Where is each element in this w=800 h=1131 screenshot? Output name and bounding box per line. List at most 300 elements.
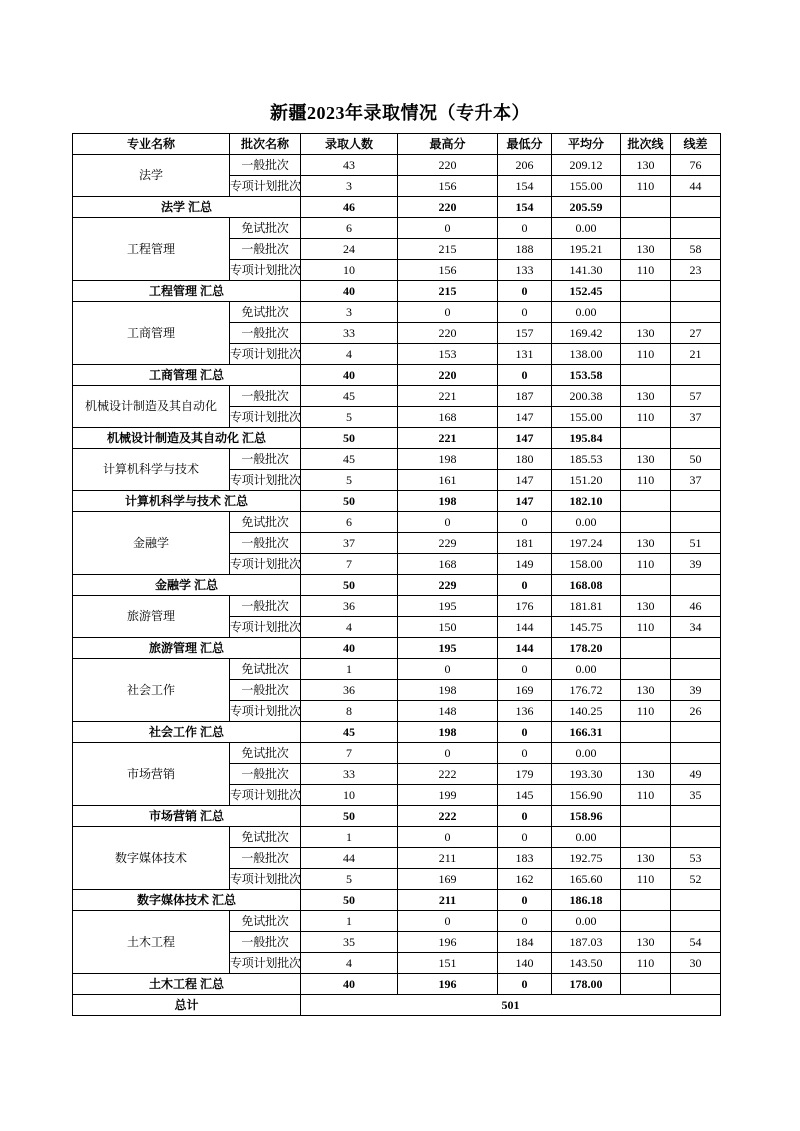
max-score-cell: 195 bbox=[398, 638, 498, 659]
avg-score-cell: 166.31 bbox=[552, 722, 621, 743]
batch-line-cell bbox=[621, 911, 671, 932]
count-cell: 37 bbox=[301, 533, 398, 554]
count-cell: 1 bbox=[301, 911, 398, 932]
min-score-cell: 0 bbox=[498, 659, 552, 680]
avg-score-cell: 182.10 bbox=[552, 491, 621, 512]
count-cell: 45 bbox=[301, 722, 398, 743]
batch-name-cell: 一般批次 bbox=[230, 764, 301, 785]
max-score-cell: 169 bbox=[398, 869, 498, 890]
count-cell: 1 bbox=[301, 827, 398, 848]
max-score-cell: 0 bbox=[398, 743, 498, 764]
count-cell: 45 bbox=[301, 386, 398, 407]
min-score-cell: 0 bbox=[498, 365, 552, 386]
line-diff-cell: 53 bbox=[671, 848, 721, 869]
count-cell: 35 bbox=[301, 932, 398, 953]
min-score-cell: 131 bbox=[498, 344, 552, 365]
line-diff-cell: 21 bbox=[671, 344, 721, 365]
max-score-cell: 151 bbox=[398, 953, 498, 974]
major-name-cell: 旅游管理 bbox=[73, 596, 230, 638]
table-row bbox=[73, 659, 721, 680]
line-diff-cell: 37 bbox=[671, 470, 721, 491]
table-row bbox=[73, 911, 721, 932]
batch-line-cell bbox=[621, 890, 671, 911]
summary-label-cell: 数字媒体技术 汇总 bbox=[73, 890, 301, 911]
avg-score-cell: 186.18 bbox=[552, 890, 621, 911]
avg-score-cell: 205.59 bbox=[552, 197, 621, 218]
batch-name-cell: 免试批次 bbox=[230, 218, 301, 239]
total-count-cell: 501 bbox=[301, 995, 721, 1016]
line-diff-cell bbox=[671, 638, 721, 659]
table-row bbox=[73, 155, 721, 176]
min-score-cell: 187 bbox=[498, 386, 552, 407]
batch-name-cell: 专项计划批次 bbox=[230, 953, 301, 974]
count-cell: 5 bbox=[301, 470, 398, 491]
major-name-cell: 数字媒体技术 bbox=[73, 827, 230, 890]
max-score-cell: 156 bbox=[398, 176, 498, 197]
batch-line-cell bbox=[621, 743, 671, 764]
max-score-cell: 0 bbox=[398, 218, 498, 239]
avg-score-cell: 141.30 bbox=[552, 260, 621, 281]
line-diff-cell bbox=[671, 218, 721, 239]
max-score-cell: 222 bbox=[398, 764, 498, 785]
max-score-cell: 198 bbox=[398, 449, 498, 470]
batch-name-cell: 一般批次 bbox=[230, 386, 301, 407]
table-row bbox=[73, 596, 721, 617]
min-score-cell: 0 bbox=[498, 911, 552, 932]
batch-line-cell: 110 bbox=[621, 701, 671, 722]
batch-name-cell: 专项计划批次 bbox=[230, 554, 301, 575]
summary-label-cell: 市场营销 汇总 bbox=[73, 806, 301, 827]
line-diff-cell bbox=[671, 197, 721, 218]
max-score-cell: 161 bbox=[398, 470, 498, 491]
avg-score-cell: 158.96 bbox=[552, 806, 621, 827]
batch-name-cell: 一般批次 bbox=[230, 449, 301, 470]
min-score-cell: 147 bbox=[498, 491, 552, 512]
min-score-cell: 147 bbox=[498, 407, 552, 428]
line-diff-cell: 52 bbox=[671, 869, 721, 890]
summary-row bbox=[73, 428, 721, 449]
max-score-cell: 196 bbox=[398, 974, 498, 995]
line-diff-cell bbox=[671, 575, 721, 596]
avg-score-cell: 0.00 bbox=[552, 911, 621, 932]
major-name-cell: 工程管理 bbox=[73, 218, 230, 281]
count-cell: 36 bbox=[301, 596, 398, 617]
max-score-cell: 198 bbox=[398, 491, 498, 512]
table-row bbox=[73, 827, 721, 848]
batch-line-cell bbox=[621, 302, 671, 323]
count-cell: 10 bbox=[301, 260, 398, 281]
line-diff-cell: 27 bbox=[671, 323, 721, 344]
batch-line-cell: 110 bbox=[621, 785, 671, 806]
batch-name-cell: 一般批次 bbox=[230, 932, 301, 953]
count-cell: 43 bbox=[301, 155, 398, 176]
count-cell: 50 bbox=[301, 890, 398, 911]
count-cell: 24 bbox=[301, 239, 398, 260]
batch-name-cell: 一般批次 bbox=[230, 596, 301, 617]
max-score-cell: 198 bbox=[398, 680, 498, 701]
batch-name-cell: 一般批次 bbox=[230, 680, 301, 701]
batch-line-cell: 110 bbox=[621, 176, 671, 197]
batch-name-cell: 专项计划批次 bbox=[230, 785, 301, 806]
batch-name-cell: 免试批次 bbox=[230, 512, 301, 533]
avg-score-cell: 193.30 bbox=[552, 764, 621, 785]
line-diff-cell: 44 bbox=[671, 176, 721, 197]
min-score-cell: 179 bbox=[498, 764, 552, 785]
count-cell: 46 bbox=[301, 197, 398, 218]
major-name-cell: 社会工作 bbox=[73, 659, 230, 722]
batch-name-cell: 一般批次 bbox=[230, 239, 301, 260]
max-score-cell: 199 bbox=[398, 785, 498, 806]
header-max-score: 最高分 bbox=[398, 134, 498, 155]
batch-line-cell: 130 bbox=[621, 155, 671, 176]
min-score-cell: 144 bbox=[498, 617, 552, 638]
line-diff-cell: 39 bbox=[671, 554, 721, 575]
summary-label-cell: 法学 汇总 bbox=[73, 197, 301, 218]
summary-label-cell: 土木工程 汇总 bbox=[73, 974, 301, 995]
summary-label-cell: 机械设计制造及其自动化 汇总 bbox=[73, 428, 301, 449]
min-score-cell: 147 bbox=[498, 428, 552, 449]
batch-line-cell bbox=[621, 512, 671, 533]
count-cell: 8 bbox=[301, 701, 398, 722]
avg-score-cell: 192.75 bbox=[552, 848, 621, 869]
max-score-cell: 211 bbox=[398, 890, 498, 911]
avg-score-cell: 155.00 bbox=[552, 176, 621, 197]
summary-row bbox=[73, 365, 721, 386]
avg-score-cell: 185.53 bbox=[552, 449, 621, 470]
min-score-cell: 133 bbox=[498, 260, 552, 281]
summary-label-cell: 工程管理 汇总 bbox=[73, 281, 301, 302]
count-cell: 50 bbox=[301, 428, 398, 449]
batch-name-cell: 一般批次 bbox=[230, 323, 301, 344]
line-diff-cell: 26 bbox=[671, 701, 721, 722]
line-diff-cell: 39 bbox=[671, 680, 721, 701]
max-score-cell: 215 bbox=[398, 281, 498, 302]
summary-row bbox=[73, 722, 721, 743]
line-diff-cell: 57 bbox=[671, 386, 721, 407]
line-diff-cell bbox=[671, 974, 721, 995]
max-score-cell: 220 bbox=[398, 365, 498, 386]
avg-score-cell: 195.21 bbox=[552, 239, 621, 260]
avg-score-cell: 178.20 bbox=[552, 638, 621, 659]
batch-line-cell bbox=[621, 659, 671, 680]
line-diff-cell bbox=[671, 890, 721, 911]
major-name-cell: 工商管理 bbox=[73, 302, 230, 365]
page-title: 新疆2023年录取情况（专升本） bbox=[270, 103, 530, 123]
count-cell: 3 bbox=[301, 176, 398, 197]
max-score-cell: 195 bbox=[398, 596, 498, 617]
batch-line-cell bbox=[621, 806, 671, 827]
line-diff-cell: 50 bbox=[671, 449, 721, 470]
batch-line-cell: 110 bbox=[621, 869, 671, 890]
avg-score-cell: 0.00 bbox=[552, 302, 621, 323]
max-score-cell: 168 bbox=[398, 554, 498, 575]
count-cell: 10 bbox=[301, 785, 398, 806]
avg-score-cell: 145.75 bbox=[552, 617, 621, 638]
summary-label-cell: 社会工作 汇总 bbox=[73, 722, 301, 743]
line-diff-cell: 35 bbox=[671, 785, 721, 806]
min-score-cell: 188 bbox=[498, 239, 552, 260]
batch-name-cell: 一般批次 bbox=[230, 848, 301, 869]
count-cell: 50 bbox=[301, 491, 398, 512]
table-row bbox=[73, 302, 721, 323]
batch-name-cell: 专项计划批次 bbox=[230, 176, 301, 197]
batch-line-cell: 110 bbox=[621, 470, 671, 491]
count-cell: 5 bbox=[301, 407, 398, 428]
count-cell: 40 bbox=[301, 638, 398, 659]
min-score-cell: 0 bbox=[498, 218, 552, 239]
avg-score-cell: 153.58 bbox=[552, 365, 621, 386]
batch-line-cell: 110 bbox=[621, 554, 671, 575]
min-score-cell: 0 bbox=[498, 722, 552, 743]
batch-line-cell: 110 bbox=[621, 953, 671, 974]
batch-line-cell bbox=[621, 197, 671, 218]
major-name-cell: 金融学 bbox=[73, 512, 230, 575]
batch-line-cell: 130 bbox=[621, 386, 671, 407]
min-score-cell: 169 bbox=[498, 680, 552, 701]
batch-line-cell: 130 bbox=[621, 680, 671, 701]
count-cell: 6 bbox=[301, 218, 398, 239]
header-avg-score: 平均分 bbox=[552, 134, 621, 155]
header-major: 专业名称 bbox=[73, 134, 230, 155]
avg-score-cell: 187.03 bbox=[552, 932, 621, 953]
avg-score-cell: 158.00 bbox=[552, 554, 621, 575]
count-cell: 33 bbox=[301, 764, 398, 785]
batch-line-cell: 130 bbox=[621, 848, 671, 869]
min-score-cell: 0 bbox=[498, 827, 552, 848]
max-score-cell: 0 bbox=[398, 512, 498, 533]
batch-name-cell: 专项计划批次 bbox=[230, 260, 301, 281]
line-diff-cell: 46 bbox=[671, 596, 721, 617]
major-name-cell: 机械设计制造及其自动化 bbox=[73, 386, 230, 428]
line-diff-cell: 37 bbox=[671, 407, 721, 428]
batch-line-cell: 110 bbox=[621, 344, 671, 365]
admission-table bbox=[72, 133, 721, 1016]
line-diff-cell: 34 bbox=[671, 617, 721, 638]
batch-name-cell: 专项计划批次 bbox=[230, 470, 301, 491]
count-cell: 4 bbox=[301, 617, 398, 638]
summary-label-cell: 旅游管理 汇总 bbox=[73, 638, 301, 659]
count-cell: 50 bbox=[301, 575, 398, 596]
count-cell: 50 bbox=[301, 806, 398, 827]
max-score-cell: 220 bbox=[398, 323, 498, 344]
min-score-cell: 0 bbox=[498, 302, 552, 323]
table-row bbox=[73, 743, 721, 764]
header-batch: 批次名称 bbox=[230, 134, 301, 155]
max-score-cell: 153 bbox=[398, 344, 498, 365]
batch-name-cell: 免试批次 bbox=[230, 827, 301, 848]
summary-row bbox=[73, 281, 721, 302]
min-score-cell: 149 bbox=[498, 554, 552, 575]
min-score-cell: 145 bbox=[498, 785, 552, 806]
batch-line-cell bbox=[621, 827, 671, 848]
summary-row bbox=[73, 806, 721, 827]
avg-score-cell: 0.00 bbox=[552, 512, 621, 533]
batch-line-cell bbox=[621, 428, 671, 449]
max-score-cell: 196 bbox=[398, 932, 498, 953]
count-cell: 4 bbox=[301, 953, 398, 974]
max-score-cell: 0 bbox=[398, 302, 498, 323]
line-diff-cell bbox=[671, 365, 721, 386]
line-diff-cell bbox=[671, 428, 721, 449]
avg-score-cell: 0.00 bbox=[552, 218, 621, 239]
max-score-cell: 221 bbox=[398, 386, 498, 407]
summary-row bbox=[73, 638, 721, 659]
line-diff-cell bbox=[671, 302, 721, 323]
batch-line-cell bbox=[621, 575, 671, 596]
batch-line-cell bbox=[621, 638, 671, 659]
line-diff-cell bbox=[671, 743, 721, 764]
max-score-cell: 215 bbox=[398, 239, 498, 260]
summary-row bbox=[73, 491, 721, 512]
batch-line-cell bbox=[621, 974, 671, 995]
batch-line-cell: 130 bbox=[621, 533, 671, 554]
max-score-cell: 222 bbox=[398, 806, 498, 827]
batch-name-cell: 专项计划批次 bbox=[230, 407, 301, 428]
min-score-cell: 0 bbox=[498, 575, 552, 596]
header-count: 录取人数 bbox=[301, 134, 398, 155]
batch-line-cell bbox=[621, 491, 671, 512]
batch-line-cell: 130 bbox=[621, 932, 671, 953]
max-score-cell: 198 bbox=[398, 722, 498, 743]
avg-score-cell: 195.84 bbox=[552, 428, 621, 449]
avg-score-cell: 152.45 bbox=[552, 281, 621, 302]
avg-score-cell: 0.00 bbox=[552, 827, 621, 848]
max-score-cell: 221 bbox=[398, 428, 498, 449]
summary-row bbox=[73, 890, 721, 911]
major-name-cell: 计算机科学与技术 bbox=[73, 449, 230, 491]
line-diff-cell bbox=[671, 827, 721, 848]
avg-score-cell: 0.00 bbox=[552, 743, 621, 764]
line-diff-cell bbox=[671, 512, 721, 533]
line-diff-cell bbox=[671, 806, 721, 827]
batch-name-cell: 免试批次 bbox=[230, 302, 301, 323]
batch-name-cell: 一般批次 bbox=[230, 155, 301, 176]
batch-line-cell: 130 bbox=[621, 323, 671, 344]
summary-label-cell: 金融学 汇总 bbox=[73, 575, 301, 596]
count-cell: 36 bbox=[301, 680, 398, 701]
count-cell: 1 bbox=[301, 659, 398, 680]
avg-score-cell: 0.00 bbox=[552, 659, 621, 680]
line-diff-cell: 23 bbox=[671, 260, 721, 281]
count-cell: 7 bbox=[301, 743, 398, 764]
avg-score-cell: 176.72 bbox=[552, 680, 621, 701]
line-diff-cell: 54 bbox=[671, 932, 721, 953]
avg-score-cell: 181.81 bbox=[552, 596, 621, 617]
header-min-score: 最低分 bbox=[498, 134, 552, 155]
max-score-cell: 211 bbox=[398, 848, 498, 869]
major-name-cell: 市场营销 bbox=[73, 743, 230, 806]
line-diff-cell: 58 bbox=[671, 239, 721, 260]
min-score-cell: 154 bbox=[498, 176, 552, 197]
header-line-diff: 线差 bbox=[671, 134, 721, 155]
batch-line-cell bbox=[621, 365, 671, 386]
count-cell: 6 bbox=[301, 512, 398, 533]
min-score-cell: 0 bbox=[498, 890, 552, 911]
table-body bbox=[73, 155, 721, 1016]
total-label-cell: 总计 bbox=[73, 995, 301, 1016]
batch-name-cell: 免试批次 bbox=[230, 911, 301, 932]
min-score-cell: 176 bbox=[498, 596, 552, 617]
header-batch-line: 批次线 bbox=[621, 134, 671, 155]
max-score-cell: 0 bbox=[398, 659, 498, 680]
batch-name-cell: 免试批次 bbox=[230, 743, 301, 764]
line-diff-cell bbox=[671, 491, 721, 512]
avg-score-cell: 156.90 bbox=[552, 785, 621, 806]
line-diff-cell: 30 bbox=[671, 953, 721, 974]
summary-row bbox=[73, 197, 721, 218]
min-score-cell: 140 bbox=[498, 953, 552, 974]
batch-name-cell: 专项计划批次 bbox=[230, 617, 301, 638]
total-row bbox=[73, 995, 721, 1016]
batch-line-cell bbox=[621, 722, 671, 743]
batch-name-cell: 专项计划批次 bbox=[230, 344, 301, 365]
line-diff-cell: 76 bbox=[671, 155, 721, 176]
min-score-cell: 180 bbox=[498, 449, 552, 470]
avg-score-cell: 138.00 bbox=[552, 344, 621, 365]
table-row bbox=[73, 449, 721, 470]
max-score-cell: 0 bbox=[398, 827, 498, 848]
summary-row bbox=[73, 575, 721, 596]
count-cell: 40 bbox=[301, 365, 398, 386]
count-cell: 45 bbox=[301, 449, 398, 470]
max-score-cell: 148 bbox=[398, 701, 498, 722]
batch-name-cell: 一般批次 bbox=[230, 533, 301, 554]
table-row bbox=[73, 512, 721, 533]
min-score-cell: 144 bbox=[498, 638, 552, 659]
line-diff-cell bbox=[671, 659, 721, 680]
table-row bbox=[73, 218, 721, 239]
avg-score-cell: 151.20 bbox=[552, 470, 621, 491]
avg-score-cell: 169.42 bbox=[552, 323, 621, 344]
max-score-cell: 156 bbox=[398, 260, 498, 281]
batch-line-cell: 130 bbox=[621, 764, 671, 785]
min-score-cell: 162 bbox=[498, 869, 552, 890]
count-cell: 44 bbox=[301, 848, 398, 869]
min-score-cell: 184 bbox=[498, 932, 552, 953]
line-diff-cell bbox=[671, 722, 721, 743]
min-score-cell: 183 bbox=[498, 848, 552, 869]
min-score-cell: 136 bbox=[498, 701, 552, 722]
header-row bbox=[73, 134, 721, 155]
batch-line-cell: 110 bbox=[621, 407, 671, 428]
max-score-cell: 220 bbox=[398, 197, 498, 218]
major-name-cell: 土木工程 bbox=[73, 911, 230, 974]
min-score-cell: 0 bbox=[498, 806, 552, 827]
line-diff-cell: 49 bbox=[671, 764, 721, 785]
avg-score-cell: 209.12 bbox=[552, 155, 621, 176]
min-score-cell: 206 bbox=[498, 155, 552, 176]
line-diff-cell bbox=[671, 911, 721, 932]
count-cell: 4 bbox=[301, 344, 398, 365]
batch-name-cell: 专项计划批次 bbox=[230, 701, 301, 722]
min-score-cell: 0 bbox=[498, 281, 552, 302]
count-cell: 3 bbox=[301, 302, 398, 323]
avg-score-cell: 155.00 bbox=[552, 407, 621, 428]
line-diff-cell: 51 bbox=[671, 533, 721, 554]
batch-line-cell: 130 bbox=[621, 239, 671, 260]
summary-label-cell: 计算机科学与技术 汇总 bbox=[73, 491, 301, 512]
batch-name-cell: 免试批次 bbox=[230, 659, 301, 680]
avg-score-cell: 143.50 bbox=[552, 953, 621, 974]
count-cell: 7 bbox=[301, 554, 398, 575]
summary-label-cell: 工商管理 汇总 bbox=[73, 365, 301, 386]
avg-score-cell: 197.24 bbox=[552, 533, 621, 554]
table-row bbox=[73, 386, 721, 407]
batch-line-cell: 130 bbox=[621, 449, 671, 470]
batch-line-cell bbox=[621, 281, 671, 302]
avg-score-cell: 168.08 bbox=[552, 575, 621, 596]
max-score-cell: 229 bbox=[398, 575, 498, 596]
